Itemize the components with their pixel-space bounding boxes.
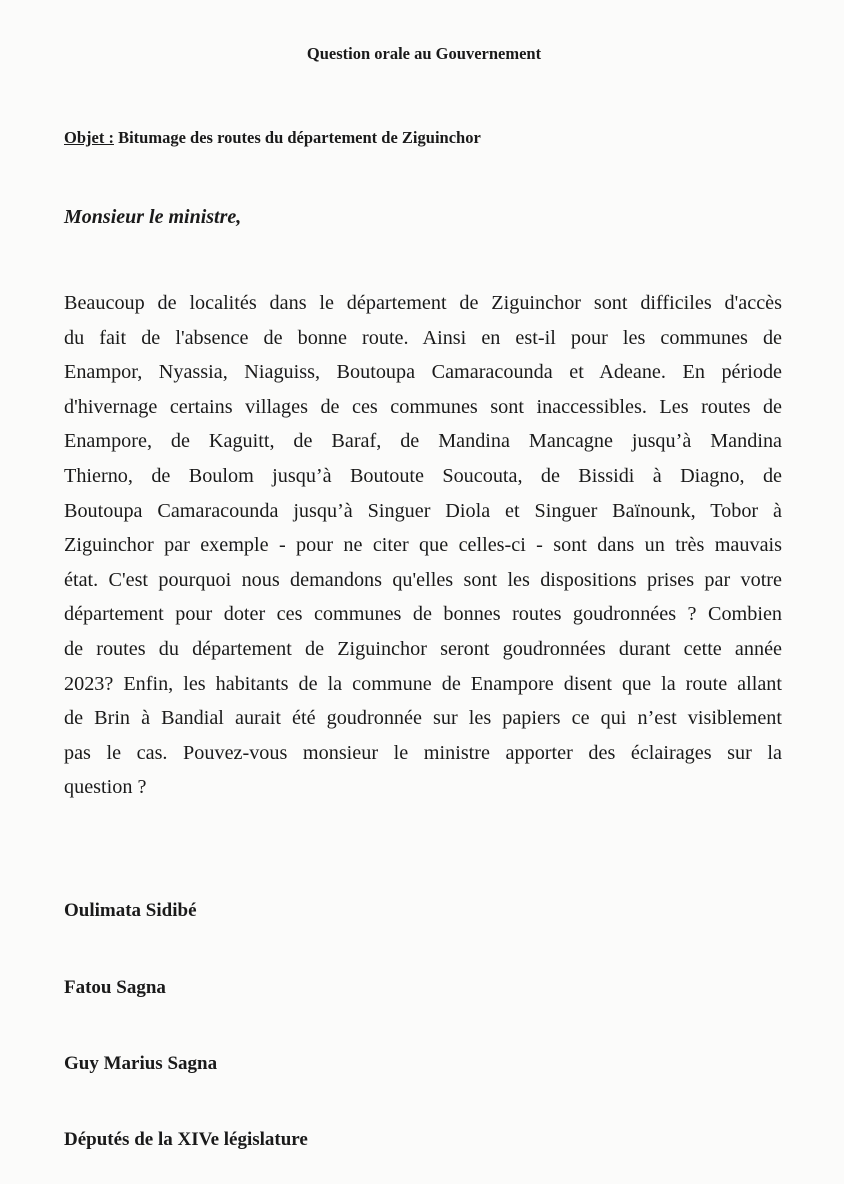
body-line: du fait de l'absence de bonne route. Ainsi en est-il pour les communes de (64, 326, 782, 349)
body-line: Enampor, Nyassia, Niaguiss, Boutoupa Camaracounda et Adeane. En période (64, 361, 782, 384)
body-line: de Brin à Bandial aurait été goudronnée sur les papiers ce qui n’est visiblement (64, 707, 782, 730)
document-title: Question orale au Gouvernement (306, 44, 542, 63)
body-line: Boutoupa Camaracounda jusqu’à Singuer Diola et Singuer Baïnounk, Tobor à (64, 499, 782, 522)
body-line: état. C'est pourquoi nous demandons qu'elles sont les dispositions prises par votre (64, 568, 782, 591)
signatory-name: Guy Marius Sagna (64, 1053, 218, 1074)
body-line: de routes du département de Ziguinchor seront goudronnées durant cette année (64, 637, 782, 660)
body-line: Beaucoup de localités dans le département de Ziguinchor sont difficiles d'accès (64, 292, 782, 314)
body-line: question ? (64, 776, 147, 799)
signatory-closing: Députés de la XIVe législature (64, 1129, 308, 1150)
subject-line (64, 128, 481, 148)
subject-text: Bitumage des routes du département de Ziguinchor (113, 128, 481, 147)
salutation: Monsieur le ministre, (64, 206, 242, 228)
signatory-name: Fatou Sagna (64, 977, 166, 998)
body-line: Thierno, de Boulom jusqu’à Boutoute Soucouta, de Bissidi à Diagno, de (64, 464, 782, 487)
subject-label: Objet : (64, 128, 114, 147)
body-line: pas le cas. Pouvez-vous monsieur le ministre apporter des éclairages sur la (64, 741, 782, 764)
body-line: 2023? Enfin, les habitants de la commune de Enampore disent que la route allant (64, 672, 782, 695)
body-line: Enampore, de Kaguitt, de Baraf, de Mandina Mancagne jusqu’à Mandina (64, 430, 782, 453)
signatory-name: Oulimata Sidibé (64, 900, 197, 921)
body-line: d'hivernage certains villages de ces communes sont inaccessibles. Les routes de (64, 395, 782, 418)
body-paragraph (64, 286, 782, 805)
body-line: Ziguinchor par exemple - pour ne citer que celles-ci - sont dans un très mauvais (64, 534, 782, 557)
body-line: département pour doter ces communes de bonnes routes goudronnées ? Combien (64, 603, 782, 626)
